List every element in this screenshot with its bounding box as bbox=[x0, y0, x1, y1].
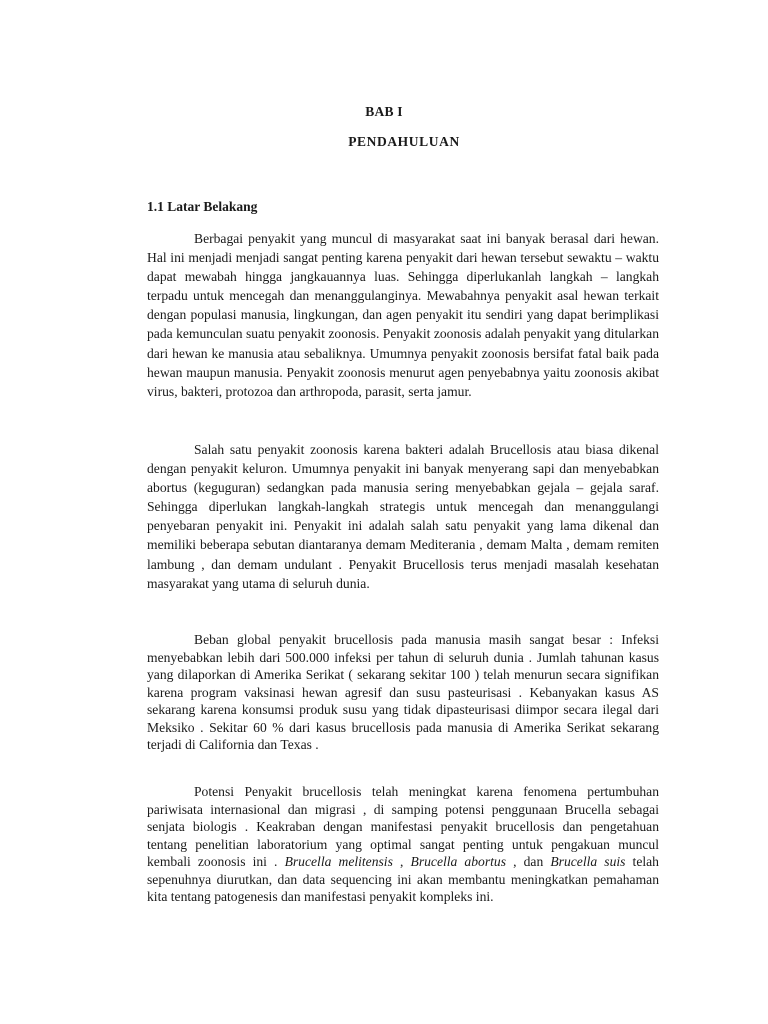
paragraph-4-text-a: Potensi Penyakit brucellosis telah meningkat karena fenomena pertumbuhan pariwisata internasional dan migrasi , di samping potensi penggunaan Brucella sebagai senjata biologis . Keakraban dengan manifestasi penyakit brucellosis dan pengetahuan tentang penelitian laboratorium yang optimal sangat penting untuk pengakuan muncul kembali zoonosis ini . bbox=[147, 784, 659, 869]
species-name: Brucella suis bbox=[550, 854, 626, 869]
section-heading: 1.1 Latar Belakang bbox=[147, 199, 258, 214]
paragraph-4-separator: , bbox=[392, 854, 411, 869]
paragraph-4-text-b: telah sepenuhnya diurutkan, dan data sequencing ini akan membantu meningkatkan pemahaman kita tentang patogenesis dan manifestasi penyakit kompleks ini. bbox=[147, 854, 659, 904]
paragraph-2: Salah satu penyakit zoonosis karena bakteri adalah Brucellosis atau biasa dikenal dengan penyakit keluron. Umumnya penyakit ini banyak menyerang sapi dan menyebabkan abortus (keguguran) sedangkan pada manusia sering menyebabkan gejala – gejala saraf. Sehingga diperlukan langkah-langkah strategis untuk mencegah dan menanggulangi penyebaran penyakit ini. Penyakit ini adalah salah satu penyakit yang lama dikenal dan memiliki beberapa sebutan diantaranya demam Mediterania , demam Malta , demam remiten lambung , dan demam undulant . Penyakit Brucellosis terus menjadi masalah kesehatan masyarakat yang utama di seluruh dunia. bbox=[147, 442, 659, 591]
species-name: Brucella abortus bbox=[410, 854, 506, 869]
chapter-title: BAB I bbox=[365, 104, 403, 119]
paragraph-3: Beban global penyakit brucellosis pada manusia masih sangat besar : Infeksi menyebabkan lebih dari 500.000 infeksi per tahun di seluruh dunia . Jumlah tahunan kasus yang dilaporkan di Amerika Serikat ( sekarang sekitar 100 ) telah menurun secara signifikan karena program vaksinasi hewan agresif dan susu pasteurisasi . Kebanyakan kasus AS sekarang karena konsumsi produk susu yang tidak dipasteurisasi diimpor secara ilegal dari Meksiko . Sekitar 60 % dari kasus brucellosis pada manusia di Amerika Serikat sekarang terjadi di California dan Texas . bbox=[147, 632, 659, 752]
species-name: Brucella melitensis bbox=[284, 854, 393, 869]
chapter-subtitle: PENDAHULUAN bbox=[348, 134, 460, 149]
paragraph-4 bbox=[147, 783, 659, 906]
paragraph-4-separator: , dan bbox=[505, 854, 551, 869]
paragraph-1: Berbagai penyakit yang muncul di masyarakat saat ini banyak berasal dari hewan. Hal ini menjadi menjadi sangat penting karena penyakit dari hewan tersebut sewaktu – waktu dapat mewabah hingga jangkauannya luas. Sehingga diperlukanlah langkah – langkah terpadu untuk mencegah dan menanggulanginya. Mewabahnya penyakit asal hewan terkait dengan populasi manusia, lingkungan, dan agen penyakit itu sendiri yang dapat berimplikasi pada kemunculan suatu penyakit zoonosis. Penyakit zoonosis adalah penyakit yang ditularkan dari hewan ke manusia atau sebaliknya. Umumnya penyakit zoonosis bersifat fatal baik pada hewan maupun manusia. Penyakit zoonosis menurut agen penyebabnya yaitu zoonosis akibat virus, bakteri, protozoa dan arthropoda, parasit, serta jamur. bbox=[147, 231, 659, 399]
